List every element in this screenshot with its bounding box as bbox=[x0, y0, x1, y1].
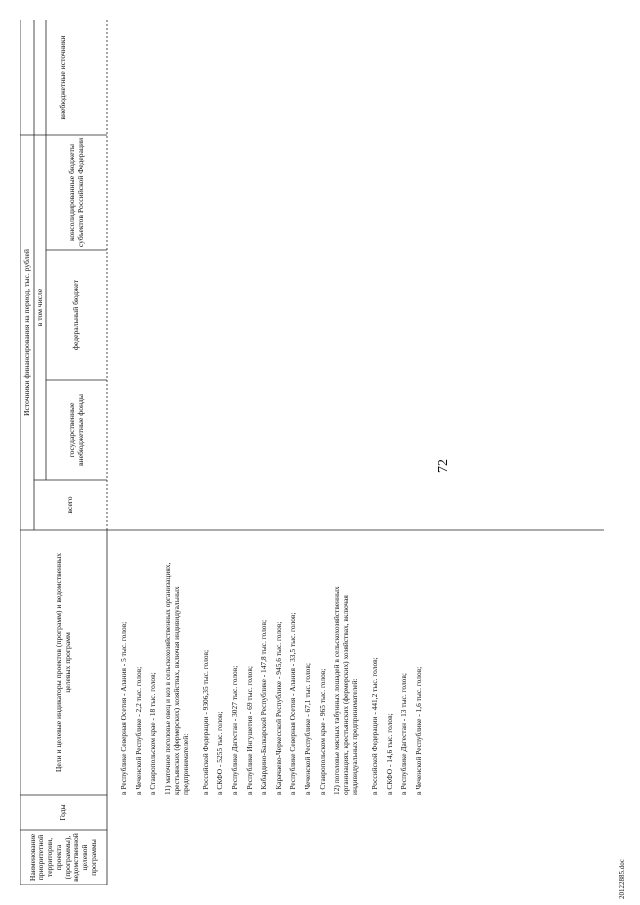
footer-filename: 20122885.doc bbox=[618, 859, 626, 899]
list-item: в Республике Северная Осетия - Алания - 33,5 тыс. голов; bbox=[288, 612, 298, 795]
list-item: в Чеченской Республике - 1,6 тыс. голов; bbox=[414, 666, 423, 795]
list-item: 12) поголовье мясных табунных лошадей в сельскохозяйственных организациях, крестьянских (фермерских) хозяйствах, включая индивидуальных предпринимателей: bbox=[332, 586, 359, 795]
list-item: в Республике Дагестан - 3027 тыс. голов; bbox=[230, 665, 239, 795]
list-item: в СКФО - 14,6 тыс. голов; bbox=[384, 713, 394, 795]
header-total: всего bbox=[65, 496, 75, 514]
list-item: в СКФО - 5255 тыс. голов; bbox=[215, 711, 225, 795]
list-item: в Ставропольском крае - 18 тыс. голов; bbox=[148, 672, 158, 795]
list-item: в Чеченской Республике - 2,2 тыс. голов; bbox=[133, 666, 143, 795]
list-item: в Ставропольском крае - 965 тыс. голов; bbox=[317, 668, 327, 795]
page-number: 72 bbox=[436, 459, 451, 473]
list-item: в Российской Федерации - 441,2 тыс. голов; bbox=[370, 657, 380, 795]
list-item: в Республике Ингушетия - 69 тыс. голов; bbox=[244, 666, 254, 795]
list-item: в Республике Северная Осетия - Алания - 5 тыс. голов; bbox=[119, 621, 128, 795]
list-item: 11) маточное поголовье овец и коз в сельскохозяйственных организациях, крестьянских (фермерских) хозяйствах, включая индивидуальных предпринимателей: bbox=[162, 562, 190, 795]
header-goals: Цели и целевые индикаторы проектов (программ) и ведомственных целевых программ bbox=[53, 552, 72, 773]
header-sources: Источники финансирования на период, тыс. рублей bbox=[21, 249, 31, 416]
header-name: Наименование приоритетной территории, проекта (программы), ведомственной целевой программы bbox=[27, 833, 98, 882]
list-item: в Чеченской Республике - 67,1 тыс. голов; bbox=[303, 663, 312, 795]
list-item: в Кабардино-Балкарской Республике - 147,8 тыс. голов; bbox=[259, 619, 269, 795]
list-item: в Карачаево-Черкесской Республике - 945,6 тыс. голов; bbox=[273, 621, 283, 795]
header-state-funds: государственные внебюджетные фонды bbox=[66, 393, 85, 467]
header-years: Годы bbox=[58, 804, 68, 821]
header-regional: консолидированные бюджеты субъектов Российской Федерации bbox=[66, 137, 85, 248]
list-item: в Российской Федерации - 9306,35 тыс. голов; bbox=[200, 649, 210, 795]
header-including: в том числе bbox=[34, 288, 44, 327]
header-federal: федеральный бюджет bbox=[71, 280, 81, 350]
list-item: в Республике Дагестан - 13 тыс. голов; bbox=[399, 673, 409, 795]
header-extrabudget: внебюджетные источники bbox=[58, 35, 68, 120]
